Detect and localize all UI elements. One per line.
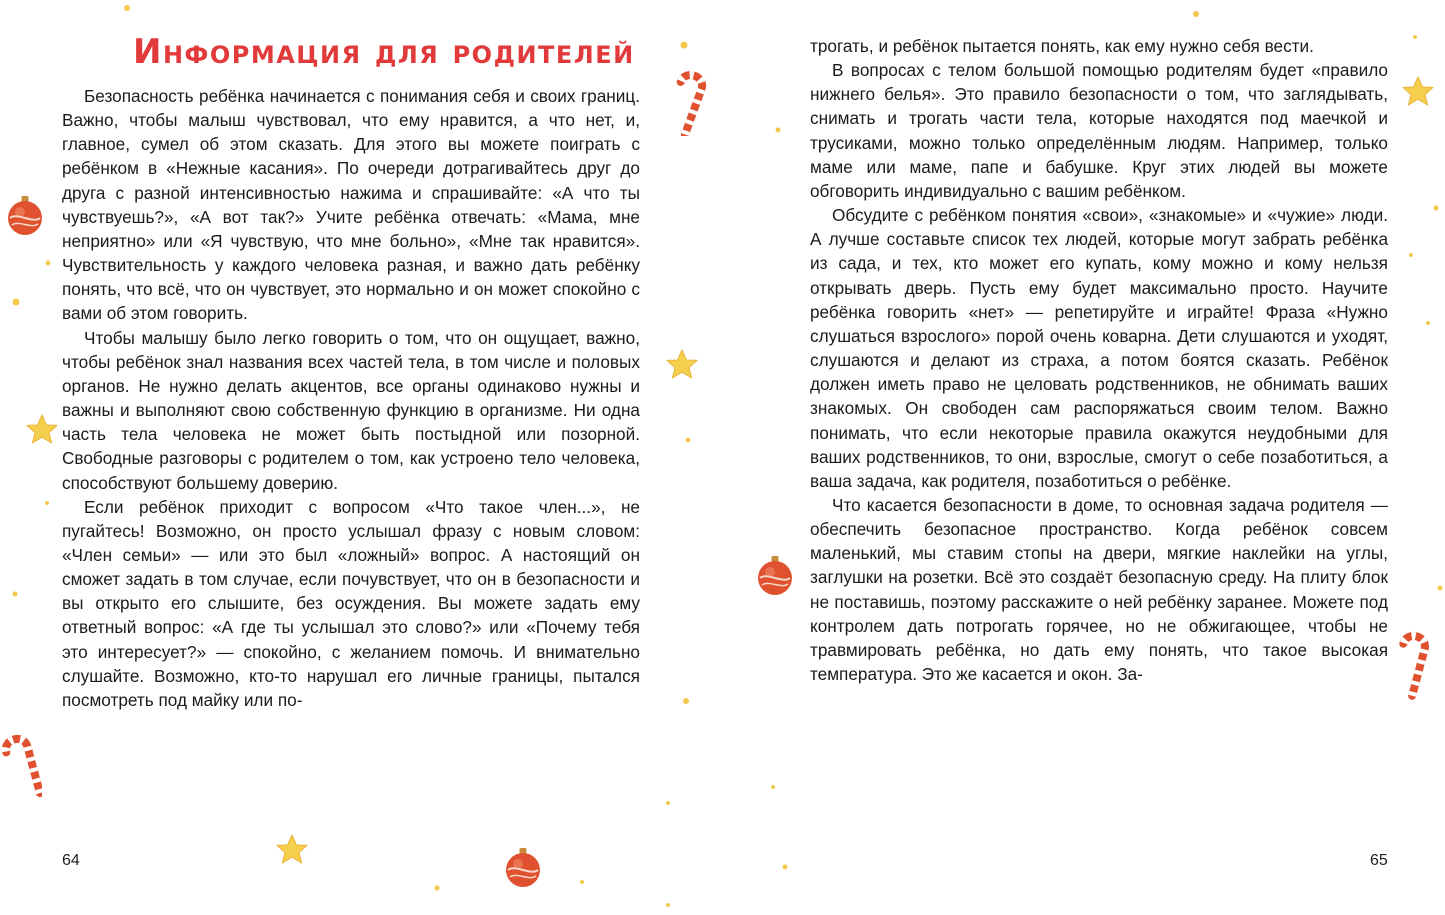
paragraph: Обсудите с ребёнком понятия «свои», «знакомые» и «чужие» люди. А лучше составьте список тех людей, которые могут забрать ребёнка из сада, и тех, кто может его купать, кому можно и кому нельзя открывать дверь. Пусть ему будет максимально просто. Научите ребёнка говорить «нет» — репетируйте и играйте! Фраза «Нужно слушаться взрослого» порой очень коварна. Дети слушаются и уходят, слушаются и делают из страха, а потом боятся сказать. Ребёнок должен иметь право не целовать родственников, не обнимать ваших знакомых. Он свободен сам распоряжаться своим телом. Важно понимать, что если некоторые правила окажутся неудобными для ваших родственников, то они, взрослые, смогут о себе позаботиться, а ваша задача, как родителя, позаботиться о ребёнке. (810, 205, 1388, 491)
paragraph: В вопросах с телом большой помощью родителям будет «правило нижнего белья». Это правило безопасности о том, что заглядывать, снимать и трогать части тела, которые находятся под маечкой и трусиками, можно только определённым людям. Например, только маме или маме, папе и бабушке. Круг этих людей вы можете обговорить индивидуально с вашим ребёнком. (810, 60, 1388, 201)
page-number-left: 64 (62, 852, 80, 869)
paragraph: Чтобы малышу было легко говорить о том, что он ощущает, важно, чтобы ребёнок знал названия всех частей тела, в том числе и половых органов. Не нужно делать акцентов, все органы одинаково нужны и важны и выполняют свою собственную функцию в организме. Ни одна часть тела человека не может быть постыдной или позорной. Свободные разговоры с родителем о том, как устроено тело человека, способствуют большему доверию. (62, 327, 640, 493)
paragraph: Если ребёнок приходит с вопросом «Что такое член...», не пугайтесь! Возможно, он просто услышал фразу с новым словом: «Член семьи» — или это был «ложный» вопрос. А настоящий он сможет задать в том случае, если почувствует, что он в безопасности и вы открыто его слышите, без осуждения. Вы можете задать ему ответный вопрос: «А где ты услышал это слово?» или «Почему тебя это интересует?» — спокойно, с желанием помочь. И внимательно слушайте. Возможно, кто-то нарушал его личные границы, пытался посмотреть под майку или по- (62, 496, 640, 710)
page-title: Информация для родителей (133, 32, 635, 72)
paragraph: Что касается безопасности в доме, то основная задача родителя — обеспечить безопасное пространство. Когда ребёнок совсем маленький, мы ставим стопы на двери, мягкие наклейки на углы, заглушки на розетки. Всё это создаёт безопасную среду. На плиту блок не поставишь, поэтому расскажите о ней ребёнку заранее. Можете под контролем дать потрогать горячее, но не обжигающее, чтобы не травмировать ребёнка, но дать ему понять, что такое высокая температура. Это же касается и окон. За- (810, 494, 1388, 685)
paragraph: Безопасность ребёнка начинается с понимания себя и своих границ. Важно, чтобы малыш чувствовал, что ему нравится, а что нет, и, главное, сумел об этом сказать. Для этого вы можете поиграть с ребёнком в «Нежные касания». По очереди дотрагивайтесь друг до друга с разной интенсивностью нажима и спрашивайте: «А что ты чувствуешь?», «А вот так?» Учите ребёнка отвечать: «Мама, мне неприятно» или «Я чувствую, что мне больно», «Мне так нравится». Чувствительность у каждого человека разная, и важно дать ребёнку понять, что всё, что он чувствует, это нормально и он может спокойно с вами об этом говорить. (62, 86, 640, 324)
left-page (0, 0, 722, 915)
page-number-right: 65 (1370, 852, 1388, 869)
right-page (722, 0, 1445, 915)
paragraph: трогать, и ребёнок пытается понять, как ему нужно себя вести. (810, 36, 1314, 56)
dots-decoration (722, 0, 1445, 915)
dots-decoration (0, 0, 722, 915)
